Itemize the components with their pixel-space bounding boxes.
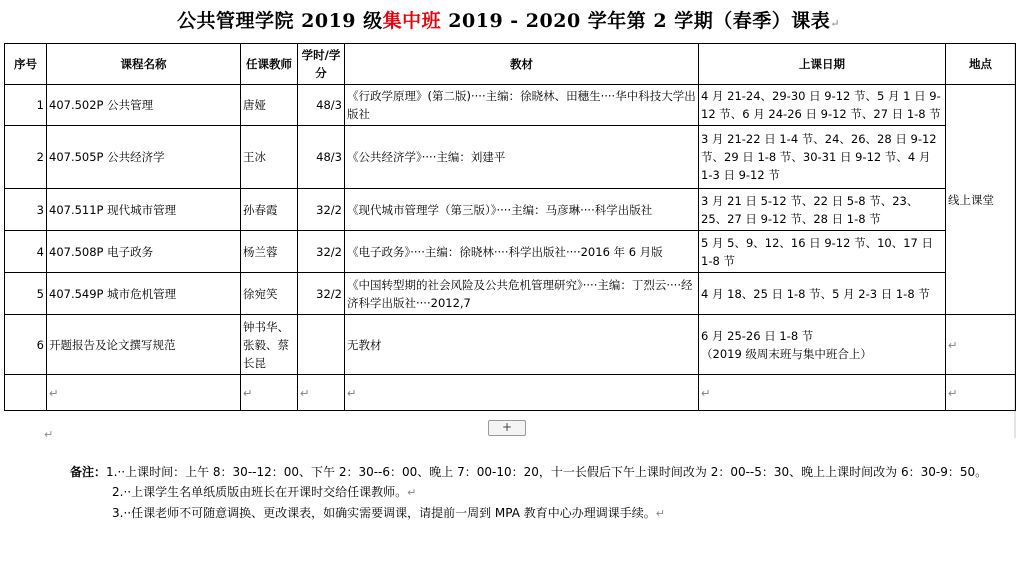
header-course: 课程名称 xyxy=(47,44,241,85)
empty-cell[interactable] xyxy=(699,375,946,411)
row-teacher[interactable]: 钟书华、张毅、蔡长昆 xyxy=(241,315,298,375)
paragraph-mark-icon: ↵ xyxy=(44,428,54,441)
row-textbook[interactable]: 《公共经济学》····主编：刘建平 xyxy=(345,126,699,189)
paragraph-mark-icon: ↵ xyxy=(948,337,958,352)
empty-cell[interactable] xyxy=(345,375,699,411)
note-2-text: 2.··上课学生名单纸质版由班长在开课时交给任课教师。 xyxy=(112,485,408,499)
row-dates[interactable]: 4 月 21-24、29-30 日 9-12 节、5 月 1 日 9-12 节、6 月 24-26 日 9-12 节、27 日 1-8 节 xyxy=(699,85,946,126)
row-hours[interactable]: 32/2 xyxy=(298,273,345,315)
table-row xyxy=(5,189,1016,231)
row-dates[interactable]: 4 月 18、25 日 1-8 节、5 月 2-3 日 1-8 节 xyxy=(699,273,946,315)
schedule-table xyxy=(4,43,1016,411)
row-course[interactable]: 407.511P 现代城市管理 xyxy=(47,189,241,231)
row-dates[interactable]: 3 月 21-22 日 1-4 节、24、26、28 日 9-12 节、29 日 1-8 节、30-31 日 9-12 节、4 月 1-3 日 9-12 节 xyxy=(699,126,946,189)
empty-cell[interactable] xyxy=(298,375,345,411)
row-dates[interactable] xyxy=(699,315,946,375)
title-prefix: 公共管理学院 2019 级 xyxy=(177,10,383,32)
row-hours[interactable] xyxy=(298,315,345,375)
row-hours[interactable]: 32/2 xyxy=(298,231,345,273)
paragraph-mark-icon: ↵ xyxy=(701,385,711,400)
paragraph-mark-icon: ↵ xyxy=(243,385,253,400)
table-row xyxy=(5,315,1016,375)
paragraph-mark-icon: ↵ xyxy=(49,385,59,400)
row-no[interactable]: 3 xyxy=(5,189,47,231)
row-teacher[interactable]: 王冰 xyxy=(241,126,298,189)
note-1-text: 1.··上课时间：上午 8：30--12：00、下午 2：30--6：00、晚上 7：00-10：20，十一长假后下午上课时间改为 2：00--5：30、晚上上课时间改为 6：30-9：50。 xyxy=(106,465,988,479)
row-no[interactable]: 6 xyxy=(5,315,47,375)
row-textbook[interactable]: 《电子政务》····主编：徐晓林····科学出版社····2016 年 6 月版 xyxy=(345,231,699,273)
row-course[interactable]: 407.549P 城市危机管理 xyxy=(47,273,241,315)
table-row-empty xyxy=(5,375,1016,411)
note-3 xyxy=(42,503,1002,524)
paragraph-mark-icon: ↵ xyxy=(407,486,417,499)
table-header-row xyxy=(5,44,1016,85)
location-cell[interactable]: 线上课堂 xyxy=(946,85,1016,315)
header-dates: 上课日期 xyxy=(699,44,946,85)
row-no[interactable]: 1 xyxy=(5,85,47,126)
title-highlight: 集中班 xyxy=(382,10,442,32)
row-dates-line2: （2019 级周末班与集中班合上） xyxy=(701,346,872,361)
row-course[interactable]: 407.508P 电子政务 xyxy=(47,231,241,273)
row-teacher[interactable]: 杨兰蓉 xyxy=(241,231,298,273)
row-no[interactable]: 2 xyxy=(5,126,47,189)
add-row-button[interactable]: + xyxy=(488,420,526,436)
header-location: 地点 xyxy=(946,44,1016,85)
row-dates[interactable]: 5 月 5、9、12、16 日 9-12 节、10、17 日 1-8 节 xyxy=(699,231,946,273)
row-textbook[interactable]: 《现代城市管理学（第三版）》····主编：马彦琳····科学出版社 xyxy=(345,189,699,231)
paragraph-mark-icon: ↵ xyxy=(655,507,665,520)
empty-cell[interactable] xyxy=(5,375,47,411)
row-hours[interactable]: 32/2 xyxy=(298,189,345,231)
paragraph-mark-icon: ↵ xyxy=(300,385,310,400)
notes-section xyxy=(42,462,1002,524)
notes-label: 备注： xyxy=(70,465,107,479)
row-teacher[interactable]: 孙春霞 xyxy=(241,189,298,231)
title-suffix: 2019 - 2020 学年第 2 学期（春季）课表 xyxy=(441,10,831,32)
row-textbook[interactable]: 《中国转型期的社会风险及公共危机管理研究》····主编：丁烈云····经济科学出版社····2012,7 xyxy=(345,273,699,315)
row-dates-line1: 6 月 25-26 日 1-8 节 xyxy=(701,328,814,343)
paragraph-mark-icon: ↵ xyxy=(347,385,357,400)
row-teacher[interactable]: 徐宛笑 xyxy=(241,273,298,315)
empty-cell[interactable] xyxy=(946,375,1016,411)
table-row xyxy=(5,231,1016,273)
header-teacher: 任课教师 xyxy=(241,44,298,85)
row-course[interactable]: 开题报告及论文撰写规范 xyxy=(47,315,241,375)
row-course[interactable]: 407.502P 公共管理 xyxy=(47,85,241,126)
page-title xyxy=(0,6,1017,33)
row-no[interactable]: 5 xyxy=(5,273,47,315)
row-no[interactable]: 4 xyxy=(5,231,47,273)
paragraph-mark-icon: ↵ xyxy=(830,17,840,30)
row-hours[interactable]: 48/3 xyxy=(298,85,345,126)
location-cell-empty[interactable] xyxy=(946,315,1016,375)
row-textbook[interactable]: 无教材 xyxy=(345,315,699,375)
paragraph-mark-icon: ↵ xyxy=(948,385,958,400)
empty-cell[interactable] xyxy=(47,375,241,411)
header-textbook: 教材 xyxy=(345,44,699,85)
table-row xyxy=(5,126,1016,189)
row-teacher[interactable]: 唐娅 xyxy=(241,85,298,126)
row-dates[interactable]: 3 月 21 日 5-12 节、22 日 5-8 节、23、25、27 日 9-12 节、28 日 1-8 节 xyxy=(699,189,946,231)
note-1 xyxy=(42,462,1002,482)
row-course[interactable]: 407.505P 公共经济学 xyxy=(47,126,241,189)
table-row xyxy=(5,85,1016,126)
note-3-text: 3.··任课老师不可随意调换、更改课表，如确实需要调课，请提前一周到 MPA 教育中心办理调课手续。 xyxy=(112,506,656,520)
header-hours: 学时/学分 xyxy=(298,44,345,85)
note-2 xyxy=(42,482,1002,503)
header-no: 序号 xyxy=(5,44,47,85)
row-textbook[interactable]: 《行政学原理》(第二版)····主编：徐晓林、田穗生····华中科技大学出版社 xyxy=(345,85,699,126)
row-hours[interactable]: 48/3 xyxy=(298,126,345,189)
empty-cell[interactable] xyxy=(241,375,298,411)
table-row xyxy=(5,273,1016,315)
